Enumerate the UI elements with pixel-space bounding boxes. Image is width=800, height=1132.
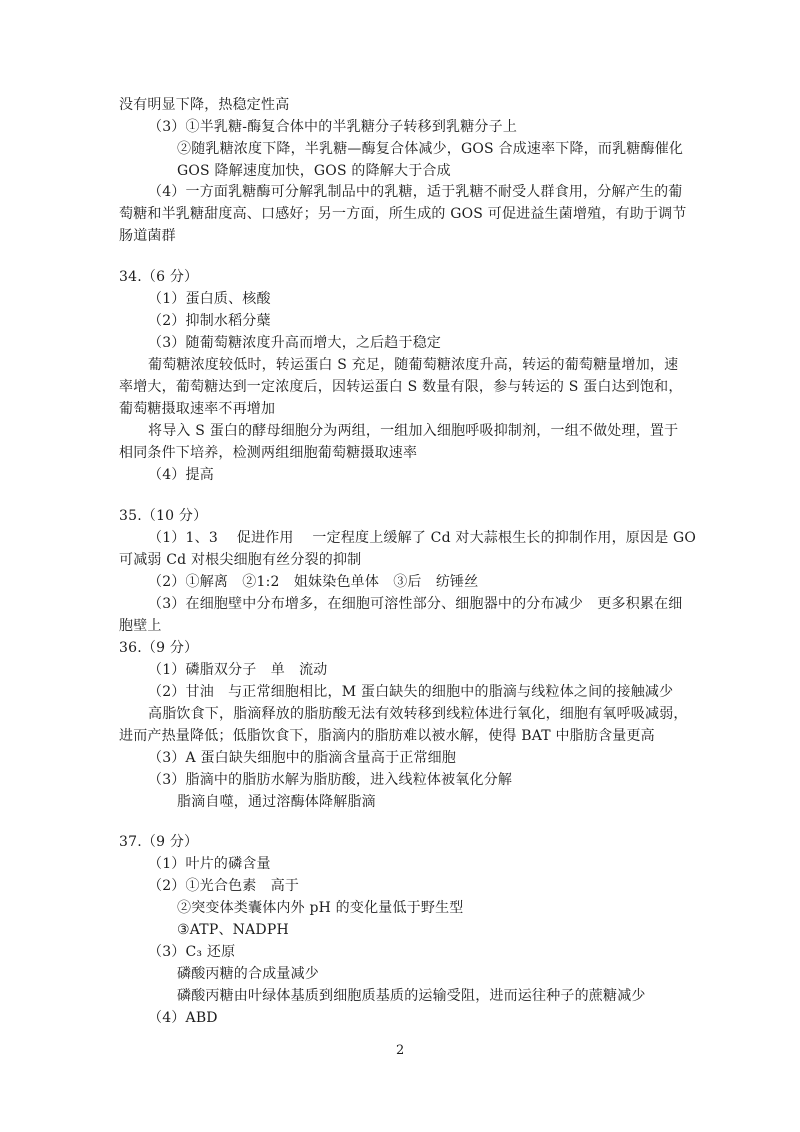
- text-line: （2）①光合色素 高于: [148, 878, 300, 894]
- text-line: ②突变体类囊体内外 pH 的变化量低于野生型: [177, 900, 464, 916]
- text-line: 高脂饮食下，脂滴释放的脂肪酸无法有效转移到线粒体进行氧化，细胞有氧呼吸减弱，: [148, 706, 688, 722]
- text-line: 葡萄糖摄取速率不再增加: [119, 401, 276, 417]
- text-line: ②随乳糖浓度下降，半乳糖—酶复合体减少，GOS 合成速率下降，而乳糖酶催化: [177, 141, 684, 157]
- text-line: （2）①解离 ②1:2 姐妹染色单体 ③后 纺锤丝: [148, 574, 479, 590]
- text-line: 磷酸丙糖由叶绿体基质到细胞质基质的运输受阻，进而运往种子的蔗糖减少: [177, 988, 646, 1004]
- text-line: （1）1、3 促进作用 一定程度上缓解了 Cd 对大蒜根生长的抑制作用，原因是 GO: [148, 530, 697, 546]
- text-line: 相同条件下培养，检测两组细胞葡萄糖摄取速率: [119, 445, 418, 461]
- page-number: 2: [396, 1043, 405, 1058]
- text-line: （2）甘油 与正常细胞相比，M 蛋白缺失的细胞中的脂滴与线粒体之间的接触减少: [148, 684, 674, 700]
- text-line: 34.（6 分）: [119, 269, 199, 285]
- text-line: （3）脂滴中的脂肪水解为脂肪酸，进入线粒体被氧化分解: [148, 772, 513, 788]
- text-line: 36.（9 分）: [119, 640, 199, 656]
- text-line: 37.（9 分）: [119, 834, 199, 850]
- text-line: （4）提高: [148, 467, 214, 483]
- text-line: 胞壁上: [119, 618, 162, 634]
- text-line: 萄糖和半乳糖甜度高、口感好；另一方面，所生成的 GOS 可促进益生菌增殖，有助于调节: [119, 206, 687, 222]
- text-line: （1）磷脂双分子 单 流动: [148, 662, 328, 678]
- text-line: 将导入 S 蛋白的酵母细胞分为两组，一组加入细胞呼吸抑制剂，一组不做处理，置于: [148, 423, 679, 439]
- text-line: 进而产热量降低；低脂饮食下，脂滴内的脂肪难以被水解，使得 BAT 中脂肪含量更高: [119, 728, 655, 744]
- text-line: （4）ABD: [148, 1010, 218, 1026]
- text-line: ③ATP、NADPH: [177, 922, 289, 938]
- text-line: （3）①半乳糖-酶复合体中的半乳糖分子转移到乳糖分子上: [148, 119, 518, 135]
- text-line: GOS 降解速度加快，GOS 的降解大于合成: [177, 163, 451, 179]
- text-line: （2）抑制水稻分蘖: [148, 313, 271, 329]
- text-line: （3）A 蛋白缺失细胞中的脂滴含量高于正常细胞: [148, 750, 457, 766]
- text-line: （3）在细胞壁中分布增多，在细胞可溶性部分、细胞器中的分布减少 更多积累在细: [148, 596, 683, 612]
- text-line: 脂滴自噬，通过溶酶体降解脂滴: [177, 794, 376, 810]
- text-line: （3）C₃ 还原: [148, 944, 236, 960]
- text-line: 35.（10 分）: [119, 508, 208, 524]
- text-line: （1）蛋白质、核酸: [148, 291, 271, 307]
- text-line: 可减弱 Cd 对根尖细胞有丝分裂的抑制: [119, 552, 362, 568]
- text-line: 没有明显下降，热稳定性高: [119, 97, 290, 113]
- text-line: 葡萄糖浓度较低时，转运蛋白 S 充足，随葡萄糖浓度升高，转运的葡萄糖量增加，速: [148, 357, 679, 373]
- text-line: 肠道菌群: [119, 228, 176, 244]
- text-line: （1）叶片的磷含量: [148, 856, 271, 872]
- text-line: （3）随葡萄糖浓度升高而增大，之后趋于稳定: [148, 335, 442, 351]
- text-line: （4）一方面乳糖酶可分解乳制品中的乳糖，适于乳糖不耐受人群食用，分解产生的葡: [148, 184, 683, 200]
- text-line: 磷酸丙糖的合成量减少: [177, 966, 319, 982]
- text-line: 率增大，葡萄糖达到一定浓度后，因转运蛋白 S 数量有限，参与转运的 S 蛋白达到饱和，: [119, 379, 683, 395]
